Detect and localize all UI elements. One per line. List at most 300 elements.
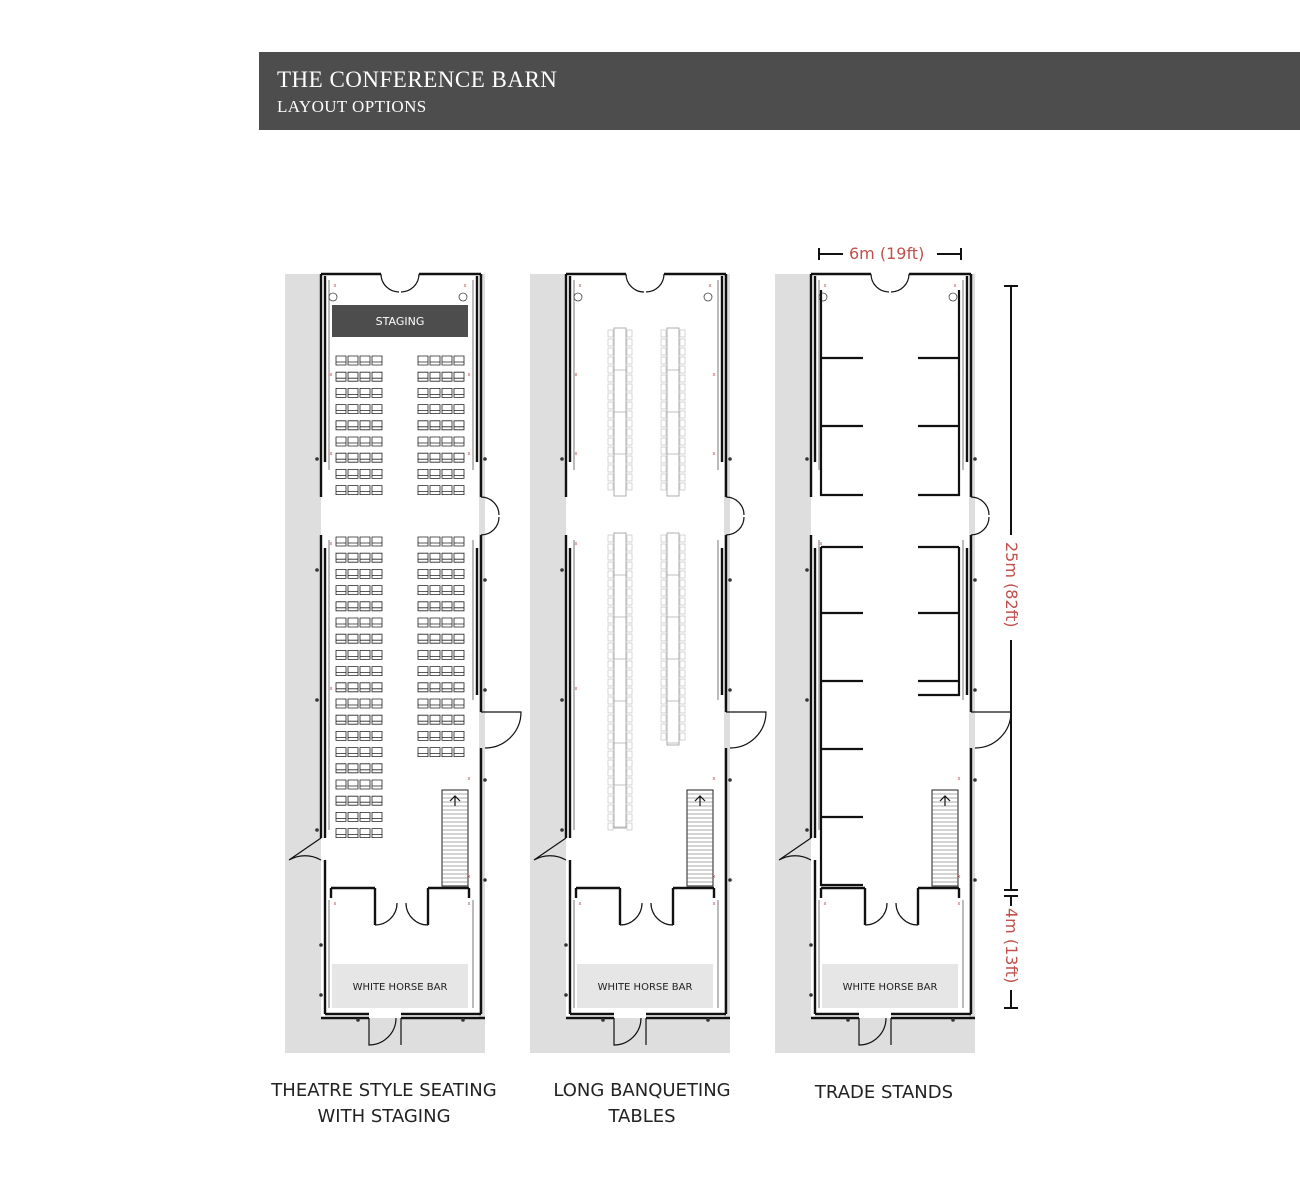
seat-icon xyxy=(336,602,346,611)
seat-icon xyxy=(336,780,346,789)
seat-icon xyxy=(336,650,346,659)
chair xyxy=(627,751,632,758)
chair xyxy=(680,535,685,542)
seat-icon xyxy=(336,486,346,495)
chair xyxy=(608,760,613,767)
seat-icon xyxy=(348,715,358,724)
seat-icon xyxy=(430,715,440,724)
chair xyxy=(608,589,613,596)
chair xyxy=(608,348,613,355)
seat-icon xyxy=(418,602,428,611)
fire-point-icon: x xyxy=(574,686,578,692)
stair-arrow-icon xyxy=(450,796,460,806)
seat-icon xyxy=(372,683,382,692)
door xyxy=(406,903,428,925)
seat-icon xyxy=(442,486,452,495)
chair xyxy=(661,474,666,481)
chair xyxy=(661,348,666,355)
door xyxy=(971,712,1011,748)
chair xyxy=(627,330,632,337)
socket-icon xyxy=(973,578,977,582)
seat-icon xyxy=(454,569,464,578)
outer-shading xyxy=(321,1018,485,1053)
seat-icon xyxy=(430,421,440,430)
seat-icon xyxy=(418,634,428,643)
chair xyxy=(608,796,613,803)
seat-icon xyxy=(454,553,464,562)
chair xyxy=(627,814,632,821)
seat-icon xyxy=(336,421,346,430)
chair xyxy=(608,357,613,364)
fire-point-icon: x xyxy=(823,901,827,907)
chair xyxy=(661,438,666,445)
chair xyxy=(680,733,685,740)
socket-icon xyxy=(461,1018,465,1022)
seat-icon xyxy=(442,421,452,430)
seat-icon xyxy=(430,634,440,643)
chair xyxy=(680,724,685,731)
socket-icon xyxy=(805,828,809,832)
chair xyxy=(627,733,632,740)
fire-point-icon: x xyxy=(819,451,823,457)
seat-icon xyxy=(372,796,382,805)
chair xyxy=(661,670,666,677)
seat-icon xyxy=(442,356,452,365)
chair xyxy=(627,715,632,722)
chair xyxy=(627,420,632,427)
seat-icon xyxy=(348,683,358,692)
seat-icon xyxy=(418,618,428,627)
chair xyxy=(661,715,666,722)
chair xyxy=(627,724,632,731)
door xyxy=(626,274,644,292)
theatre-seating xyxy=(336,356,464,838)
seat-icon xyxy=(430,569,440,578)
seat-icon xyxy=(372,453,382,462)
seat-icon xyxy=(348,437,358,446)
seat-icon xyxy=(430,405,440,414)
chair xyxy=(661,465,666,472)
seat-icon xyxy=(430,618,440,627)
seat-icon xyxy=(430,586,440,595)
chair xyxy=(627,438,632,445)
chair xyxy=(661,411,666,418)
table xyxy=(614,533,626,828)
fire-point-icon: x xyxy=(578,901,582,907)
seat-icon xyxy=(454,683,464,692)
stand-wall xyxy=(918,290,959,495)
seat-icon xyxy=(348,372,358,381)
seat-icon xyxy=(360,731,370,740)
chair xyxy=(680,643,685,650)
seat-icon xyxy=(430,537,440,546)
seat-icon xyxy=(336,356,346,365)
socket-icon xyxy=(483,457,487,461)
door xyxy=(891,274,909,292)
chair xyxy=(680,670,685,677)
fire-point-icon: x xyxy=(708,283,712,289)
seat-icon xyxy=(372,715,382,724)
chair xyxy=(627,348,632,355)
socket-icon xyxy=(564,943,568,947)
seat-icon xyxy=(360,764,370,773)
fire-point-icon: x xyxy=(712,372,716,378)
chair xyxy=(661,393,666,400)
chair xyxy=(627,535,632,542)
seat-icon xyxy=(418,667,428,676)
seat-icon xyxy=(442,618,452,627)
chair xyxy=(680,661,685,668)
fire-point-icon: x xyxy=(574,541,578,547)
chair xyxy=(627,742,632,749)
door xyxy=(896,903,918,925)
seat-icon xyxy=(454,469,464,478)
seat-icon xyxy=(372,421,382,430)
staging-label: STAGING xyxy=(375,315,425,328)
chair xyxy=(661,429,666,436)
chair xyxy=(627,823,632,830)
seat-icon xyxy=(442,634,452,643)
chair xyxy=(608,805,613,812)
seat-icon xyxy=(348,569,358,578)
seat-icon xyxy=(454,421,464,430)
seat-icon xyxy=(430,683,440,692)
bar-depth-dimension-label: 4m (13ft) xyxy=(1002,908,1021,984)
fixture-icon xyxy=(329,293,337,301)
plan-theatre xyxy=(285,274,521,1053)
chair xyxy=(661,634,666,641)
chair xyxy=(608,580,613,587)
chair xyxy=(661,733,666,740)
seat-icon xyxy=(430,388,440,397)
chair xyxy=(627,778,632,785)
chair xyxy=(680,697,685,704)
seat-icon xyxy=(348,699,358,708)
caption-line: WITH STAGING xyxy=(317,1106,451,1127)
chair xyxy=(608,598,613,605)
chair xyxy=(680,375,685,382)
seat-icon xyxy=(418,699,428,708)
chair xyxy=(661,697,666,704)
fire-point-icon: x xyxy=(957,874,961,880)
seat-icon xyxy=(372,650,382,659)
fire-point-icon: x xyxy=(819,372,823,378)
socket-icon xyxy=(601,1018,605,1022)
seat-icon xyxy=(372,780,382,789)
seat-icon xyxy=(418,569,428,578)
fire-point-icon: x xyxy=(953,283,957,289)
seat-icon xyxy=(360,602,370,611)
socket-icon xyxy=(728,878,732,882)
door xyxy=(620,903,642,925)
seat-icon xyxy=(372,537,382,546)
chair xyxy=(680,598,685,605)
fire-point-icon: x xyxy=(957,901,961,907)
seat-icon xyxy=(454,486,464,495)
seat-icon xyxy=(430,748,440,757)
seat-icon xyxy=(348,405,358,414)
seat-icon xyxy=(418,356,428,365)
socket-icon xyxy=(951,1018,955,1022)
socket-icon xyxy=(973,688,977,692)
seat-icon xyxy=(442,372,452,381)
fixture-icon xyxy=(704,293,712,301)
chair xyxy=(608,535,613,542)
chair xyxy=(680,402,685,409)
seat-icon xyxy=(454,731,464,740)
chair xyxy=(627,598,632,605)
seat-icon xyxy=(348,421,358,430)
seat-icon xyxy=(454,667,464,676)
seat-icon xyxy=(418,586,428,595)
banquet-tables xyxy=(608,328,685,830)
seat-icon xyxy=(442,699,452,708)
chair xyxy=(608,670,613,677)
chair xyxy=(627,544,632,551)
outer-shading xyxy=(775,274,811,1053)
socket-icon xyxy=(706,1018,710,1022)
seat-icon xyxy=(348,780,358,789)
chair xyxy=(680,393,685,400)
chair xyxy=(627,465,632,472)
chair xyxy=(661,643,666,650)
chair xyxy=(627,607,632,614)
socket-icon xyxy=(560,568,564,572)
door xyxy=(646,274,664,292)
socket-icon xyxy=(728,457,732,461)
seat-icon xyxy=(442,569,452,578)
fire-point-icon: x xyxy=(712,874,716,880)
door xyxy=(865,903,887,925)
chair xyxy=(627,625,632,632)
socket-icon xyxy=(483,688,487,692)
seat-icon xyxy=(348,356,358,365)
socket-icon xyxy=(315,457,319,461)
chair xyxy=(627,366,632,373)
seat-icon xyxy=(372,748,382,757)
stand-wall xyxy=(918,547,959,695)
seat-icon xyxy=(442,405,452,414)
chair xyxy=(627,697,632,704)
fire-point-icon: x xyxy=(578,283,582,289)
seat-icon xyxy=(372,569,382,578)
seat-icon xyxy=(348,553,358,562)
seat-icon xyxy=(360,405,370,414)
chair xyxy=(680,420,685,427)
socket-icon xyxy=(560,828,564,832)
chair xyxy=(627,384,632,391)
chair xyxy=(680,688,685,695)
chair xyxy=(627,589,632,596)
seat-icon xyxy=(430,553,440,562)
seat-icon xyxy=(372,405,382,414)
door xyxy=(381,274,399,292)
chair xyxy=(661,330,666,337)
chair xyxy=(661,589,666,596)
seat-icon xyxy=(336,764,346,773)
socket-icon xyxy=(483,578,487,582)
seat-icon xyxy=(418,650,428,659)
chair xyxy=(627,456,632,463)
seat-icon xyxy=(372,812,382,821)
chair xyxy=(680,571,685,578)
caption-line: TABLES xyxy=(608,1106,676,1127)
seat-icon xyxy=(348,602,358,611)
seat-icon xyxy=(454,748,464,757)
chair xyxy=(680,553,685,560)
outer-shading xyxy=(811,1018,975,1053)
seat-icon xyxy=(372,437,382,446)
chair xyxy=(608,366,613,373)
seat-icon xyxy=(360,372,370,381)
chair xyxy=(661,562,666,569)
seat-icon xyxy=(418,715,428,724)
fire-point-icon: x xyxy=(712,451,716,457)
chair xyxy=(661,724,666,731)
chair xyxy=(661,598,666,605)
chair xyxy=(661,375,666,382)
seat-icon xyxy=(418,731,428,740)
socket-icon xyxy=(315,698,319,702)
width-dimension-label: 6m (19ft) xyxy=(849,244,925,263)
seat-icon xyxy=(360,469,370,478)
chair xyxy=(608,456,613,463)
door xyxy=(375,903,397,925)
socket-icon xyxy=(973,878,977,882)
seat-icon xyxy=(372,469,382,478)
chair xyxy=(661,483,666,490)
fire-point-icon: x xyxy=(467,451,471,457)
length-dimension-label: 25m (82ft) xyxy=(1002,542,1021,628)
fire-point-icon: x xyxy=(329,541,333,547)
chair xyxy=(608,733,613,740)
seat-icon xyxy=(372,356,382,365)
outer-shading xyxy=(285,274,321,1053)
seat-icon xyxy=(430,699,440,708)
stair-arrow-icon xyxy=(695,796,705,806)
seat-icon xyxy=(336,453,346,462)
chair xyxy=(627,661,632,668)
chair xyxy=(680,634,685,641)
seat-icon xyxy=(360,453,370,462)
seat-icon xyxy=(348,650,358,659)
chair xyxy=(608,778,613,785)
fire-point-icon: x xyxy=(819,541,823,547)
chair xyxy=(608,483,613,490)
chair xyxy=(661,384,666,391)
door xyxy=(651,903,673,925)
seat-icon xyxy=(418,437,428,446)
chair xyxy=(608,607,613,614)
seat-icon xyxy=(336,618,346,627)
chair xyxy=(608,330,613,337)
seat-icon xyxy=(454,356,464,365)
staircase xyxy=(687,790,713,886)
caption-line: THEATRE STYLE SEATING xyxy=(271,1080,497,1101)
seat-icon xyxy=(336,699,346,708)
door xyxy=(401,274,419,292)
seat-icon xyxy=(360,683,370,692)
chair xyxy=(627,652,632,659)
chair xyxy=(608,616,613,623)
chair xyxy=(680,625,685,632)
stand-wall xyxy=(821,290,863,495)
seat-icon xyxy=(348,731,358,740)
seat-icon xyxy=(454,537,464,546)
seat-icon xyxy=(454,602,464,611)
seat-icon xyxy=(336,829,346,838)
seat-icon xyxy=(360,634,370,643)
chair xyxy=(608,724,613,731)
seat-icon xyxy=(430,650,440,659)
seat-icon xyxy=(430,356,440,365)
seat-icon xyxy=(418,748,428,757)
caption-theatre xyxy=(254,1078,514,1130)
chair xyxy=(680,474,685,481)
socket-icon xyxy=(809,993,813,997)
chair xyxy=(627,643,632,650)
chair xyxy=(680,589,685,596)
door xyxy=(726,712,766,748)
seat-icon xyxy=(418,553,428,562)
chair xyxy=(608,688,613,695)
chair xyxy=(608,769,613,776)
chair xyxy=(661,420,666,427)
socket-icon xyxy=(805,698,809,702)
seat-icon xyxy=(442,388,452,397)
caption-banquet xyxy=(512,1078,772,1130)
seat-icon xyxy=(336,683,346,692)
seat-icon xyxy=(418,388,428,397)
chair xyxy=(608,375,613,382)
bar-label: WHITE HORSE BAR xyxy=(842,982,938,993)
socket-icon xyxy=(319,943,323,947)
chair xyxy=(608,544,613,551)
seat-icon xyxy=(348,486,358,495)
chair xyxy=(608,661,613,668)
chair xyxy=(661,607,666,614)
trade-stands xyxy=(821,290,959,885)
seat-icon xyxy=(442,586,452,595)
seat-icon xyxy=(336,372,346,381)
seat-icon xyxy=(372,699,382,708)
chair xyxy=(627,805,632,812)
chair xyxy=(608,643,613,650)
chair xyxy=(680,706,685,713)
chair xyxy=(627,474,632,481)
chair xyxy=(627,429,632,436)
chair xyxy=(661,402,666,409)
chair xyxy=(661,553,666,560)
chair xyxy=(661,652,666,659)
door xyxy=(871,274,889,292)
seat-icon xyxy=(360,537,370,546)
chair xyxy=(608,625,613,632)
seat-icon xyxy=(454,388,464,397)
fire-point-icon: x xyxy=(712,901,716,907)
seat-icon xyxy=(360,780,370,789)
outer-shading xyxy=(530,274,566,1053)
fire-point-icon: x xyxy=(467,874,471,880)
fire-point-icon: x xyxy=(329,451,333,457)
chair xyxy=(680,544,685,551)
seat-icon xyxy=(360,812,370,821)
seat-icon xyxy=(418,486,428,495)
chair xyxy=(608,634,613,641)
chair xyxy=(608,823,613,830)
seat-icon xyxy=(336,667,346,676)
seat-icon xyxy=(348,388,358,397)
